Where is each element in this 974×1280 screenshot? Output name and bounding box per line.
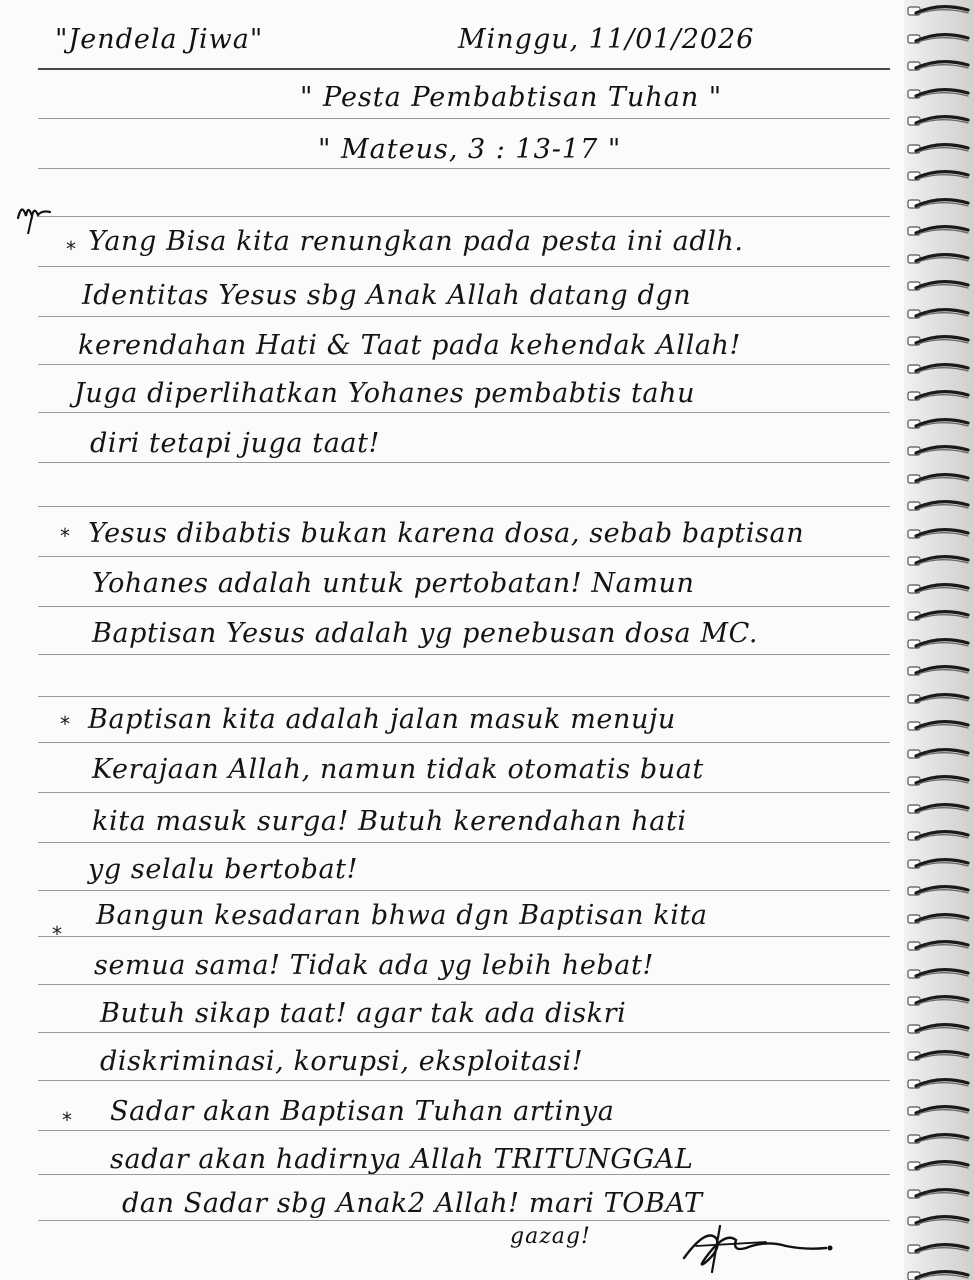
note-line: kerendahan Hati & Taat pada kehendak Allah!: [78, 330, 741, 361]
ruled-line: [38, 1080, 890, 1081]
note-line: kita masuk surga! Butuh kerendahan hati: [92, 806, 687, 837]
bullet-2: *: [60, 524, 70, 548]
ruled-line: [38, 742, 890, 743]
spiral-coil: [906, 169, 970, 182]
signature-icon: [676, 1218, 836, 1278]
note-line: diskriminasi, korupsi, eksploitasi!: [100, 1046, 584, 1077]
spiral-coil: [906, 87, 970, 100]
bullet-1: *: [66, 237, 76, 261]
spiral-coil: [906, 912, 970, 925]
spiral-coil: [906, 1077, 970, 1090]
spiral-coil: [906, 1214, 970, 1227]
spiral-coil: [906, 114, 970, 127]
ruled-line: [38, 1032, 890, 1033]
spiral-coil: [906, 637, 970, 650]
spiral-coil: [906, 994, 970, 1007]
note-line: Yesus dibabtis bukan karena dosa, sebab baptisan: [88, 518, 805, 549]
spiral-coil: [906, 4, 970, 17]
note-line: Juga diperlihatkan Yohanes pembabtis tahu: [74, 378, 696, 409]
spiral-coil: [906, 692, 970, 705]
bullet-5: *: [62, 1108, 72, 1132]
spiral-coil: [906, 307, 970, 320]
ruled-line: [38, 936, 890, 937]
spiral-coil: [906, 59, 970, 72]
ruled-line: [38, 606, 890, 607]
note-line: semua sama! Tidak ada yg lebih hebat!: [94, 950, 654, 981]
spiral-coil: [906, 499, 970, 512]
spiral-coil: [906, 472, 970, 485]
spiral-coil: [906, 362, 970, 375]
ruled-line: [38, 506, 890, 507]
ruled-line: [38, 890, 890, 891]
spiral-coil: [906, 1187, 970, 1200]
ruled-line: [38, 364, 890, 365]
spiral-coil: [906, 334, 970, 347]
spiral-coil: [906, 802, 970, 815]
note-line: Kerajaan Allah, namun tidak otomatis buat: [92, 754, 704, 785]
page-title: " Pesta Pembabtisan Tuhan ": [300, 82, 723, 113]
ruled-line: [38, 168, 890, 169]
ruled-line: [38, 696, 890, 697]
note-line: Bangun kesadaran bhwa dgn Baptisan kita: [96, 900, 708, 931]
spiral-coil: [906, 609, 970, 622]
ruled-line: [38, 842, 890, 843]
spiral-coil: [906, 1242, 970, 1255]
spiral-coil: [906, 417, 970, 430]
spiral-coil: [906, 1104, 970, 1117]
ruled-line: [38, 792, 890, 793]
ruled-line: [38, 316, 890, 317]
ruled-line: [38, 556, 890, 557]
spiral-coil: [906, 32, 970, 45]
spiral-coil: [906, 774, 970, 787]
spiral-coil: [906, 857, 970, 870]
note-line: dan Sadar sbg Anak2 Allah! mari TOBAT: [122, 1188, 703, 1219]
note-line: Yohanes adalah untuk pertobatan! Namun: [92, 568, 695, 599]
ruled-line: [38, 68, 890, 70]
ruled-line: [38, 412, 890, 413]
note-line: Yang Bisa kita renungkan pada pesta ini adlh.: [88, 226, 744, 257]
ruled-line: [38, 1130, 890, 1131]
spiral-coil: [906, 389, 970, 402]
spiral-coil: [906, 142, 970, 155]
note-line: Butuh sikap taat! agar tak ada diskri: [100, 998, 627, 1029]
spiral-coil: [906, 527, 970, 540]
spiral-coil: [906, 747, 970, 760]
spiral-coil: [906, 1049, 970, 1062]
spiral-coil: [906, 939, 970, 952]
spiral-coil: [906, 582, 970, 595]
spiral-coil: [906, 967, 970, 980]
closing-text: gazag!: [510, 1224, 591, 1249]
spiral-coil: [906, 252, 970, 265]
spiral-coil: [906, 884, 970, 897]
spiral-coil: [906, 197, 970, 210]
note-line: Baptisan Yesus adalah yg penebusan dosa MC.: [92, 618, 759, 649]
ruled-line: [38, 216, 890, 217]
bullet-4: *: [52, 922, 62, 946]
margin-doodle-icon: [14, 196, 54, 240]
spiral-coil: [906, 279, 970, 292]
ruled-line: [38, 118, 890, 119]
scripture-reference: " Mateus, 3 : 13-17 ": [318, 134, 622, 165]
spiral-coil: [906, 829, 970, 842]
note-line: yg selalu bertobat!: [88, 854, 359, 885]
spiral-coil: [906, 1132, 970, 1145]
spiral-coil: [906, 664, 970, 677]
note-line: Identitas Yesus sbg Anak Allah datang dgn: [82, 280, 692, 311]
ruled-line: [38, 266, 890, 267]
spiral-coil: [906, 554, 970, 567]
spiral-coil: [906, 444, 970, 457]
bullet-3: *: [60, 712, 70, 736]
spiral-coil: [906, 224, 970, 237]
note-line: Baptisan kita adalah jalan masuk menuju: [88, 704, 676, 735]
spiral-coil: [906, 1159, 970, 1172]
ruled-line: [38, 462, 890, 463]
note-line: Sadar akan Baptisan Tuhan artinya: [110, 1096, 615, 1127]
spiral-coil: [906, 1269, 970, 1280]
note-line: sadar akan hadirnya Allah TRITUNGGAL: [110, 1144, 694, 1175]
note-line: diri tetapi juga taat!: [90, 428, 380, 459]
header-date: Minggu, 11/01/2026: [458, 24, 755, 55]
ruled-line: [38, 984, 890, 985]
header-left-text: "Jendela Jiwa": [55, 24, 264, 55]
spiral-coil: [906, 1022, 970, 1035]
ruled-line: [38, 654, 890, 655]
spiral-coil: [906, 719, 970, 732]
